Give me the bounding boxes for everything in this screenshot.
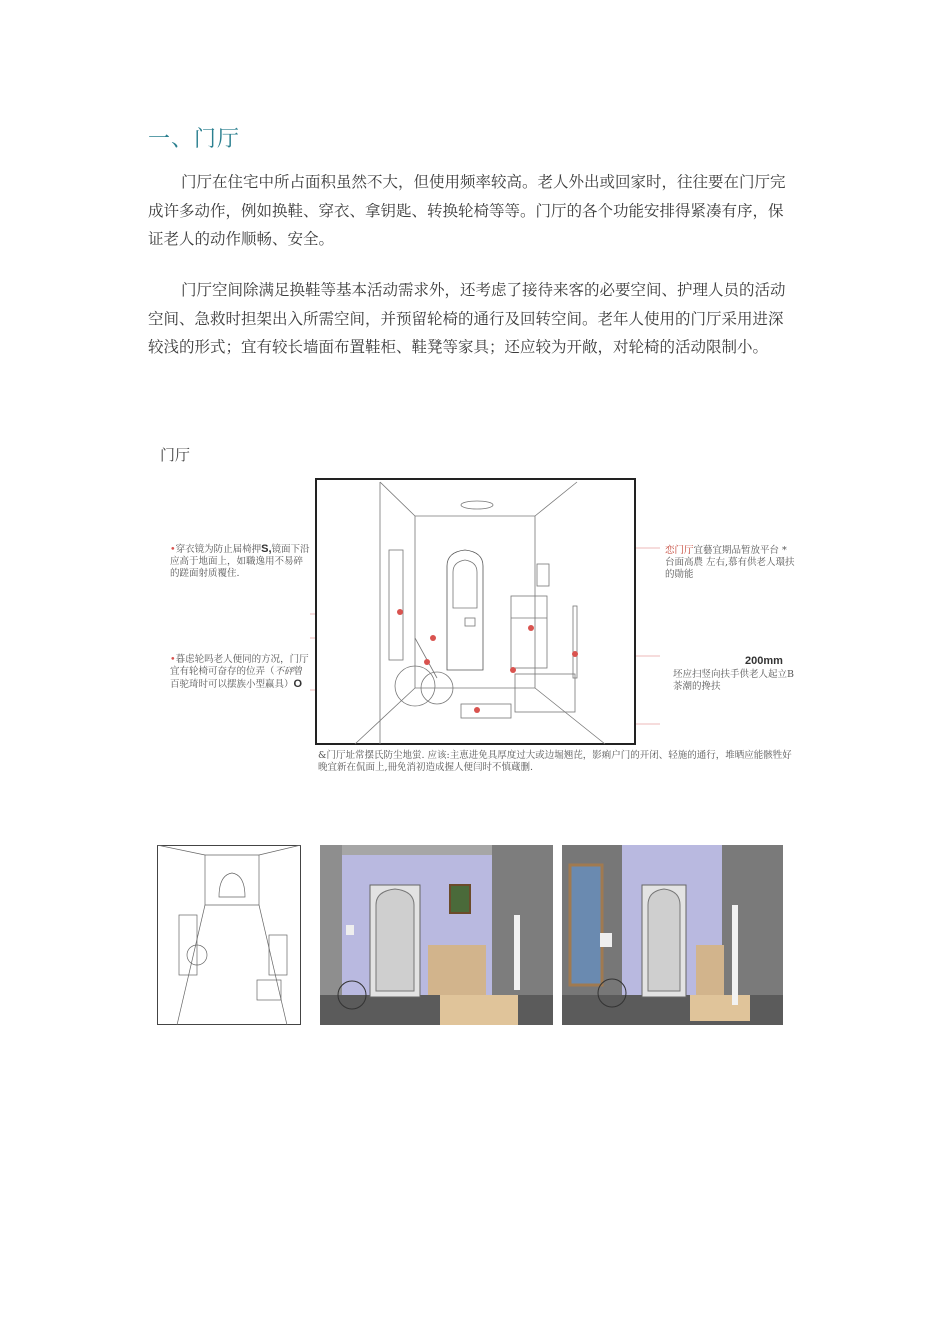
thumbnail-line-sketch bbox=[157, 845, 301, 1025]
figure-label: 门厅 bbox=[160, 446, 191, 464]
thumbnail-color-front bbox=[320, 845, 553, 1025]
paragraph-1: 门厅在住宅中所占面积虽然不大，但使用频率较高。老人外出或回家时，往往要在门厅完成许多动作，例如换鞋、穿衣、拿钥匙、转换轮椅等等。门厅的各个功能安排得紧凑有序，保证老人的动作顺畅、安全。 bbox=[148, 173, 786, 248]
annotation-mirror: •穿衣镜为防止届椅押S,镜面下沿应高于地面上，如職逸用不易碎的蹉面射质覆住. bbox=[170, 543, 310, 579]
section-title: 一、门厅 bbox=[148, 127, 241, 152]
annotation-floor-mat: &门厅址常摆氏防尘地蛍. 应该:主恵进免具厚度过大或边堀翘芘，影痢户门的开闭、轻施的通行，堆晒应能骸牲好晚宜新在侃面上,冊免消初造成握人便闫时不慎蔵删. bbox=[318, 750, 792, 773]
paragraph-2: 门厅空间除满足换鞋等基本活动需求外，还考虑了接待来客的必要空间、护理人员的活动空间、急救时担架出入所需空间，并预留轮椅的通行及回转空间。老年人使用的门厅采用进深较浅的形式；宜有较长墙面布置鞋柜、鞋凳等家具；还应较为开敞，对轮椅的活动限制小。 bbox=[148, 281, 786, 356]
thumbnail-color-side bbox=[562, 845, 783, 1025]
annotation-wheelchair: •暮虑轮吗老人便同的方况，门厅宜有轮椅可奋存的位弄（不砰曾百驼琦时可以摆族小型赢具）O bbox=[170, 654, 309, 690]
annotation-shelf: 恋门厅宜藝宜期品暂放平台 *台面高農 左右,慕有供老人環扶的勛能 bbox=[665, 545, 795, 580]
entrance-line-drawing bbox=[315, 478, 636, 745]
